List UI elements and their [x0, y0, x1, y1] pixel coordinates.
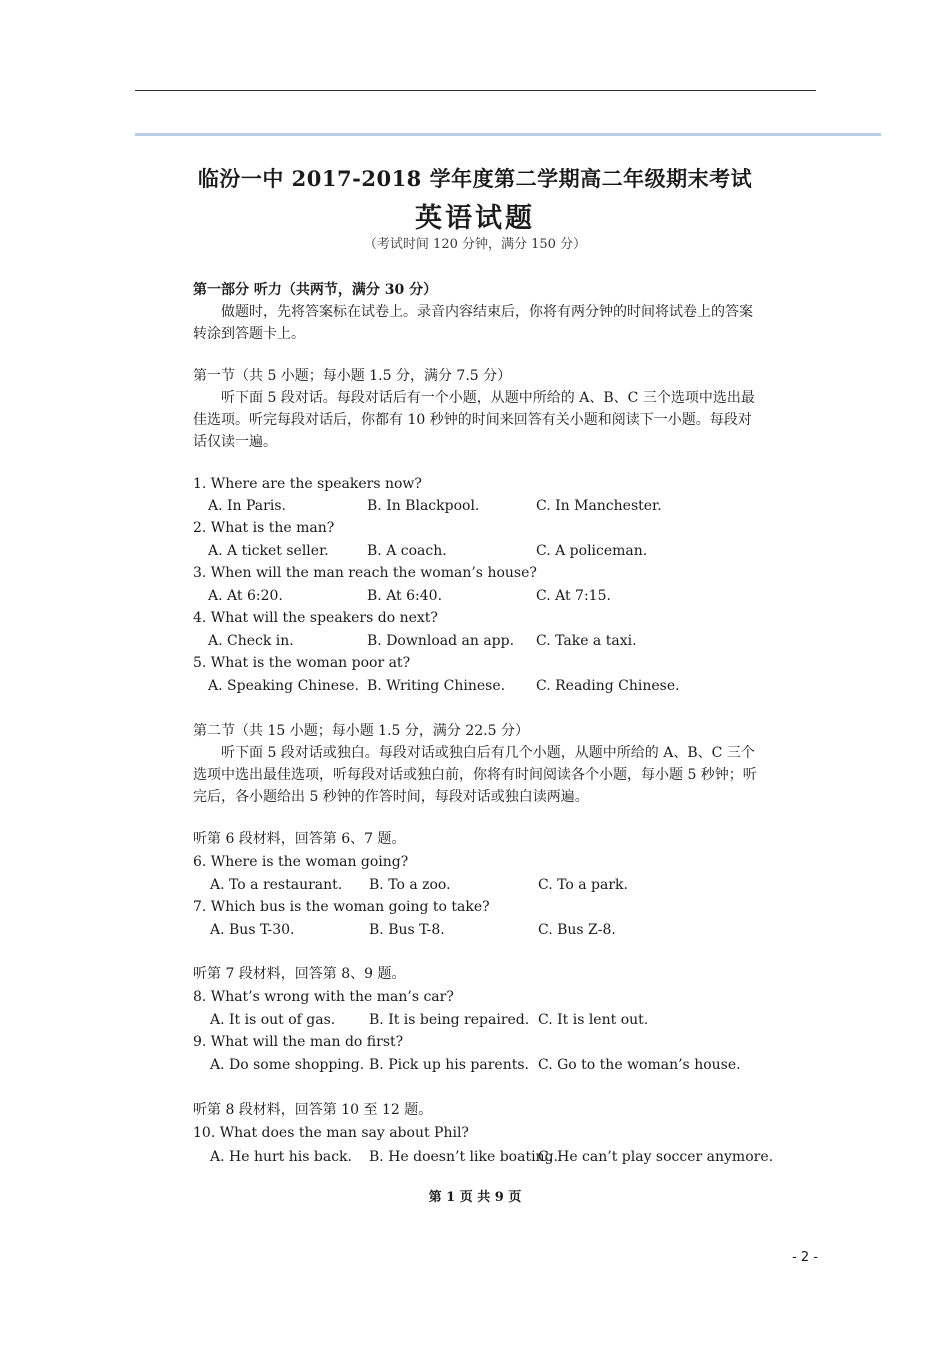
question-10: 10. What does the man say about Phil? [193, 1125, 469, 1141]
question-8: 8. What’s wrong with the man’s car? [193, 989, 454, 1005]
question-4: 4. What will the speakers do next? [193, 610, 438, 626]
scan-edge-rule [135, 133, 881, 136]
option-5c: C. Reading Chinese. [536, 678, 680, 694]
option-7c: C. Bus Z-8. [538, 922, 616, 938]
option-3c: C. At 7:15. [536, 588, 611, 604]
section1-heading: 第一节（共 5 小题；每小题 1.5 分，满分 7.5 分） [193, 368, 512, 384]
option-6b: B. To a zoo. [369, 877, 451, 893]
option-1a: A. In Paris. [208, 498, 286, 514]
option-3a: A. At 6:20. [208, 588, 283, 604]
section2-heading: 第二节（共 15 小题；每小题 1.5 分，满分 22.5 分） [193, 723, 529, 739]
option-6a: A. To a restaurant. [210, 877, 343, 893]
material7-heading: 听第 7 段材料，回答第 8、9 题。 [193, 966, 406, 982]
option-4c: C. Take a taxi. [536, 633, 637, 649]
subject-title: 英语试题 [415, 203, 535, 234]
option-3b: B. At 6:40. [367, 588, 443, 604]
option-4b: B. Download an app. [367, 633, 515, 649]
option-2c: C. A policeman. [536, 543, 648, 559]
option-7b: B. Bus T-8. [369, 922, 445, 938]
option-2b: B. A coach. [367, 543, 447, 559]
page-footer: 第 1 页 共 9 页 [428, 1190, 522, 1205]
option-2a: A. A ticket seller. [208, 543, 329, 559]
section2-instructions: 听下面 5 段对话或独白。每段对话或独白后有几个小题，从题中所给的 A、B、C 三个选项中选出最佳选项，听每段对话或独白前，你将有时间阅读各个小题，每小题 5 秒钟；听完后，各小题给出 5 秒钟的作答时间，每段对话或独白读两遍。 [193, 745, 757, 805]
page-number: - 2 - [792, 1250, 818, 1265]
question-6: 6. Where is the woman going? [193, 854, 409, 870]
question-7: 7. Which bus is the woman going to take? [193, 899, 490, 915]
part1-instructions: 做题时，先将答案标在试卷上。录音内容结束后，你将有两分钟的时间将试卷上的答案转涂到答题卡上。 [193, 304, 753, 342]
question-9: 9. What will the man do first? [193, 1034, 404, 1050]
option-9c: C. Go to the woman’s house. [538, 1057, 741, 1073]
option-5a: A. Speaking Chinese. [208, 678, 360, 694]
option-8a: A. It is out of gas. [210, 1012, 336, 1028]
option-10b: B. He doesn’t like boating. [369, 1149, 558, 1165]
option-1b: B. In Blackpool. [367, 498, 480, 514]
header-rule [135, 90, 816, 91]
material8-heading: 听第 8 段材料，回答第 10 至 12 题。 [193, 1102, 433, 1118]
option-10a: A. He hurt his back. [210, 1149, 352, 1165]
option-6c: C. To a park. [538, 877, 628, 893]
option-5b: B. Writing Chinese. [367, 678, 506, 694]
exam-title: 临汾一中 2017-2018 学年度第二学期高二年级期末考试 [197, 166, 753, 191]
part1-heading: 第一部分 听力（共两节，满分 30 分） [193, 282, 438, 298]
question-5: 5. What is the woman poor at? [193, 655, 411, 671]
option-8c: C. It is lent out. [538, 1012, 649, 1028]
option-8b: B. It is being repaired. [369, 1012, 530, 1028]
question-3: 3. When will the man reach the woman’s house? [193, 565, 537, 581]
option-4a: A. Check in. [208, 633, 294, 649]
option-10c: C. He can’t play soccer anymore. [538, 1149, 774, 1165]
option-7a: A. Bus T-30. [210, 922, 295, 938]
question-1: 1. Where are the speakers now? [193, 476, 422, 492]
option-9b: B. Pick up his parents. [369, 1057, 529, 1073]
question-2: 2. What is the man? [193, 520, 335, 536]
option-9a: A. Do some shopping. [210, 1057, 365, 1073]
exam-time-note: （考试时间 120 分钟，满分 150 分） [363, 237, 587, 252]
option-1c: C. In Manchester. [536, 498, 662, 514]
section1-instructions: 听下面 5 段对话。每段对话后有一个小题，从题中所给的 A、B、C 三个选项中选出最佳选项。听完每段对话后，你都有 10 秒钟的时间来回答有关小题和阅读下一小题。每段对话仅读一遍。 [193, 390, 755, 450]
material6-heading: 听第 6 段材料，回答第 6、7 题。 [193, 831, 406, 847]
